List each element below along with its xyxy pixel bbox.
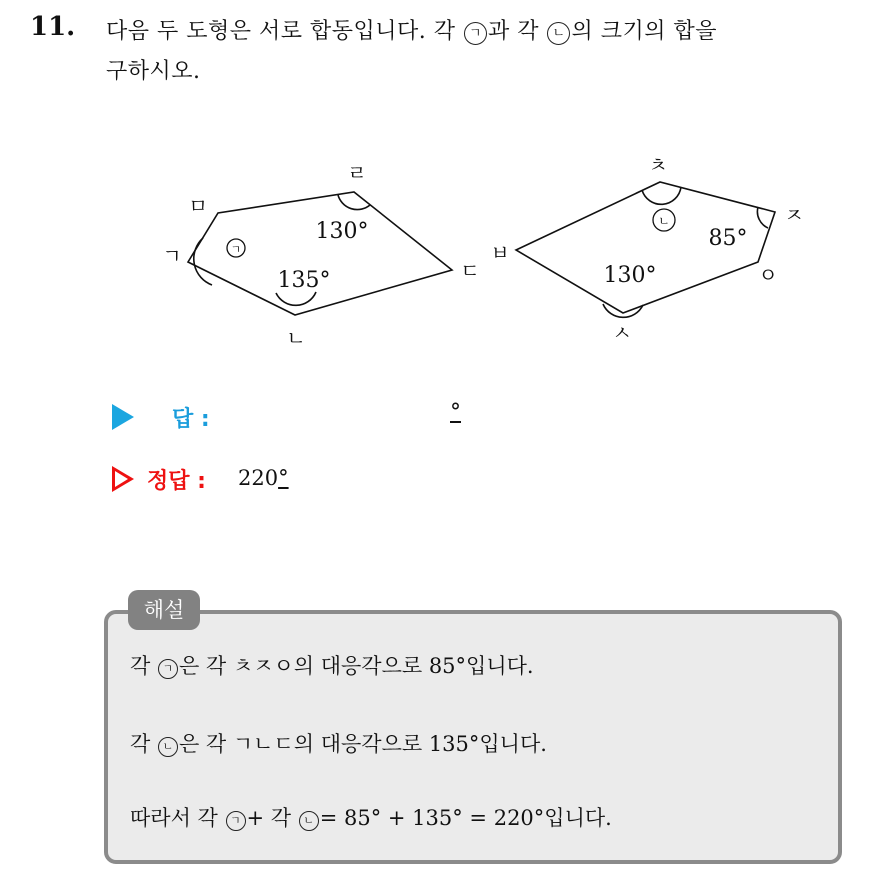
answer-unit: ° <box>450 400 461 425</box>
question-number: 11. <box>30 12 76 42</box>
angle-arc-left-g <box>194 238 212 285</box>
vertex-label-s: ㅅ <box>612 321 632 345</box>
explanation-line-1-b: 은 각 ㅊㅈㅇ의 대응각으로 85°입니다. <box>178 654 534 678</box>
vertex-label-j: ㅈ <box>784 203 804 227</box>
question-line-2: 구하시오. <box>106 59 201 84</box>
vertex-label-d: ㄷ <box>460 259 480 283</box>
left-pentagon <box>188 192 452 315</box>
angle-arc-left-r <box>338 195 370 210</box>
vertex-label-ch: ㅊ <box>648 153 668 177</box>
unknown-angle-mark-g: ㄱ <box>230 243 242 256</box>
correct-answer <box>238 466 289 490</box>
angle-label-right-130: 130° <box>603 263 657 288</box>
congruent-pentagons-figure <box>0 0 884 400</box>
correct-answer-value: 220 <box>238 466 279 490</box>
explanation-line-2-a: 각 <box>130 732 157 756</box>
explanation-line-3-a: 따라서 각 <box>130 806 225 830</box>
question-text-b: 과 각 <box>487 19 547 44</box>
angle-label-left-135: 135° <box>277 268 331 293</box>
explanation-line-1-a: 각 <box>130 654 157 678</box>
vertex-label-r: ㄹ <box>347 161 367 185</box>
vertex-label-o: ㅇ <box>758 263 778 287</box>
vertex-label-g: ㄱ <box>162 244 182 268</box>
explanation-line-3-c: = 85° + 135° = 220°입니다. <box>319 806 612 830</box>
circled-mark-b: ㄴ <box>547 22 570 45</box>
vertex-label-m: ㅁ <box>188 194 208 218</box>
explanation-line-3 <box>130 802 612 832</box>
explanation-line-1-mark: ㄱ <box>158 659 178 679</box>
vertex-label-n: ㄴ <box>286 326 306 350</box>
explanation-line-2-mark: ㄴ <box>158 737 178 757</box>
angle-arc-right-ch <box>642 187 681 204</box>
angle-label-right-85: 85° <box>708 226 748 251</box>
vertex-label-b: ㅂ <box>490 241 510 265</box>
explanation-line-1 <box>130 650 534 680</box>
explanation-line-3-mark-1: ㄱ <box>226 811 246 831</box>
explanation-line-3-mark-2: ㄴ <box>299 811 319 831</box>
question-text-c: 의 크기의 합을 <box>571 19 717 44</box>
correct-marker-icon <box>112 466 134 492</box>
explanation-line-2-b: 은 각 ㄱㄴㄷ의 대응각으로 135°입니다. <box>178 732 547 756</box>
answer-label: 답 : <box>172 407 210 432</box>
angle-label-left-130: 130° <box>315 219 369 244</box>
circled-mark-a: ㄱ <box>464 22 487 45</box>
unknown-angle-mark-n: ㄴ <box>658 214 670 228</box>
explanation-line-2 <box>130 728 547 758</box>
answer-marker-icon <box>112 404 134 430</box>
explanation-tab: 해설 <box>128 590 200 630</box>
explanation-line-3-b: + 각 <box>246 806 298 830</box>
angle-arc-left-l <box>276 292 316 305</box>
angle-arc-right-s <box>603 304 643 317</box>
correct-answer-unit: ° <box>278 466 289 490</box>
correct-answer-label: 정답 : <box>147 469 206 494</box>
question-text-a: 다음 두 도형은 서로 합동입니다. 각 <box>106 19 463 44</box>
